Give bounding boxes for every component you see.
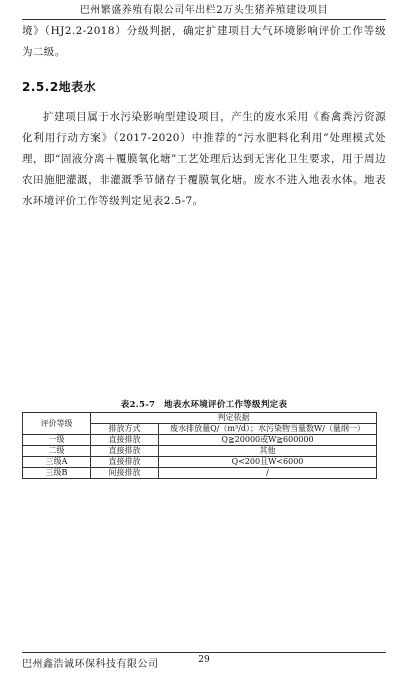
- row-method: 直接排放: [91, 435, 159, 446]
- row-grade: 二级: [23, 446, 91, 457]
- table-header-row: [23, 413, 377, 424]
- row-method: 直接排放: [91, 457, 159, 468]
- surface-water-grade-table: [22, 412, 377, 479]
- table-caption: 表2.5-7 地表水环境评价工作等级判定表: [120, 400, 288, 410]
- header-method: 排放方式: [91, 424, 159, 435]
- page-number: 29: [198, 655, 210, 665]
- row-method: 直接排放: [91, 446, 159, 457]
- page-header-title: 巴州繁盛养殖有限公司年出栏2万头生猪养殖建设项目: [79, 5, 329, 16]
- row-grade: 一级: [23, 435, 91, 446]
- header-basis: 判定依据: [91, 413, 377, 424]
- row-criteria: Q<200且W<6000: [159, 457, 377, 468]
- header-divider: [22, 19, 386, 20]
- footer-divider: [22, 652, 386, 653]
- section-heading-surface-water: 2.5.2地表水: [22, 80, 97, 94]
- row-criteria: /: [159, 468, 377, 479]
- header-volume: 废水排放量Q/（m³/d）；水污染物当量数W/（量纲一）: [159, 424, 377, 435]
- row-grade: 三级A: [23, 457, 91, 468]
- table-row: [23, 468, 377, 479]
- table-row: [23, 435, 377, 446]
- row-criteria: 其他: [159, 446, 377, 457]
- footer-company: 巴州鑫浩诚环保科技有限公司: [22, 659, 159, 670]
- row-method: 间接排放: [91, 468, 159, 479]
- paragraph-air-grade: 境》（HJ2.2-2018）分级判据，确定扩建项目大气环境影响评价工作等级为二级。: [22, 25, 386, 58]
- table-row: [23, 446, 377, 457]
- table-row: [23, 457, 377, 468]
- header-grade: 评价等级: [23, 413, 91, 435]
- row-criteria: Q≧20000或W≧600000: [159, 435, 377, 446]
- row-grade: 三级B: [23, 468, 91, 479]
- paragraph-surface-water: 扩建项目属于水污染影响型建设项目，产生的废水采用《畜禽粪污资源化利用行动方案》（2017-2020）中推荐的“污水肥料化利用”处理模式处理，即“固液分离＋覆膜氧化塘”工艺处理后达到无害化卫生要求，用于周边农田施肥灌溉，非灌溉季节储存于覆膜氧化塘。废水不进入地表水体。地表水环境评价工作等级判定见表2.5-7。: [22, 111, 386, 207]
